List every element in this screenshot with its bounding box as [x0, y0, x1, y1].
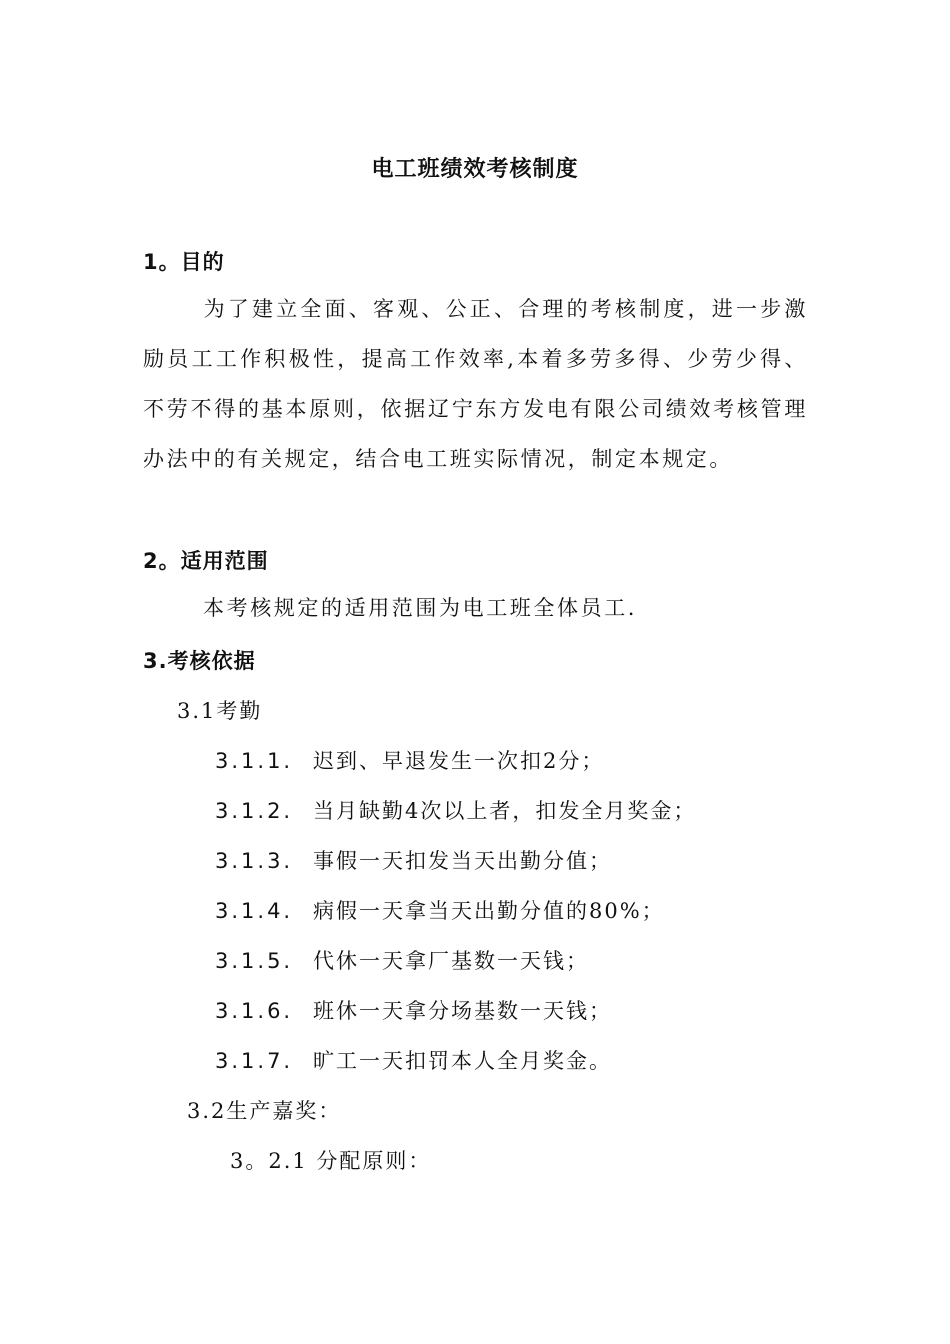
list-item-number: 3.1.4. — [215, 899, 294, 923]
list-item-number: 3.1.7. — [215, 1049, 294, 1073]
list-item — [215, 895, 665, 925]
list-item-number: 3.1.6. — [215, 999, 294, 1023]
section-body-purpose — [143, 284, 808, 484]
list-item-number: 3.1.5. — [215, 949, 294, 973]
list-item-text: 代休一天拿厂基数一天钱； — [313, 949, 589, 973]
section-body-scope — [143, 583, 808, 633]
list-item-text: 班休一天拿分场基数一天钱； — [313, 999, 612, 1023]
scope-text: 本考核规定的适用范围为电工班全体员工. — [203, 596, 638, 620]
section-heading-purpose: 1。目的 — [143, 250, 225, 274]
document-title: 电工班绩效考核制度 — [371, 157, 579, 182]
section-heading-scope: 2。适用范围 — [143, 549, 269, 573]
list-item-text: 病假一天拿当天出勤分值的80%； — [313, 899, 665, 923]
subsection-heading-distribution: 3。2.1 分配原则： — [230, 1149, 432, 1173]
list-item-text: 旷工一天扣罚本人全月奖金。 — [313, 1049, 612, 1073]
list-item — [215, 745, 604, 775]
list-item — [215, 795, 696, 825]
list-item-text: 当月缺勤4次以上者，扣发全月奖金； — [313, 799, 697, 823]
list-item — [215, 995, 612, 1025]
purpose-text: 为了建立全面、客观、公正、合理的考核制度，进一步激励员工工作积极性，提高工作效率,本着多劳多得、少劳少得、不劳不得的基本原则，依据辽宁东方发电有限公司绩效考核管理办法中的有关规定，结合电工班实际情况，制定本规定。 — [143, 297, 808, 471]
list-item-number: 3.1.3. — [215, 849, 294, 873]
list-item-number: 3.1.2. — [215, 799, 294, 823]
subsection-heading-attendance: 3.1考勤 — [177, 699, 263, 723]
section-heading-basis: 3.考核依据 — [143, 649, 256, 673]
list-item-number: 3.1.1. — [215, 749, 294, 773]
list-item — [215, 1045, 612, 1075]
list-item-text: 事假一天扣发当天出勤分值； — [313, 849, 612, 873]
subsection-heading-production: 3.2生产嘉奖： — [187, 1099, 342, 1123]
list-item-text: 迟到、早退发生一次扣2分； — [313, 749, 605, 773]
list-item — [215, 945, 589, 975]
list-item — [215, 845, 612, 875]
